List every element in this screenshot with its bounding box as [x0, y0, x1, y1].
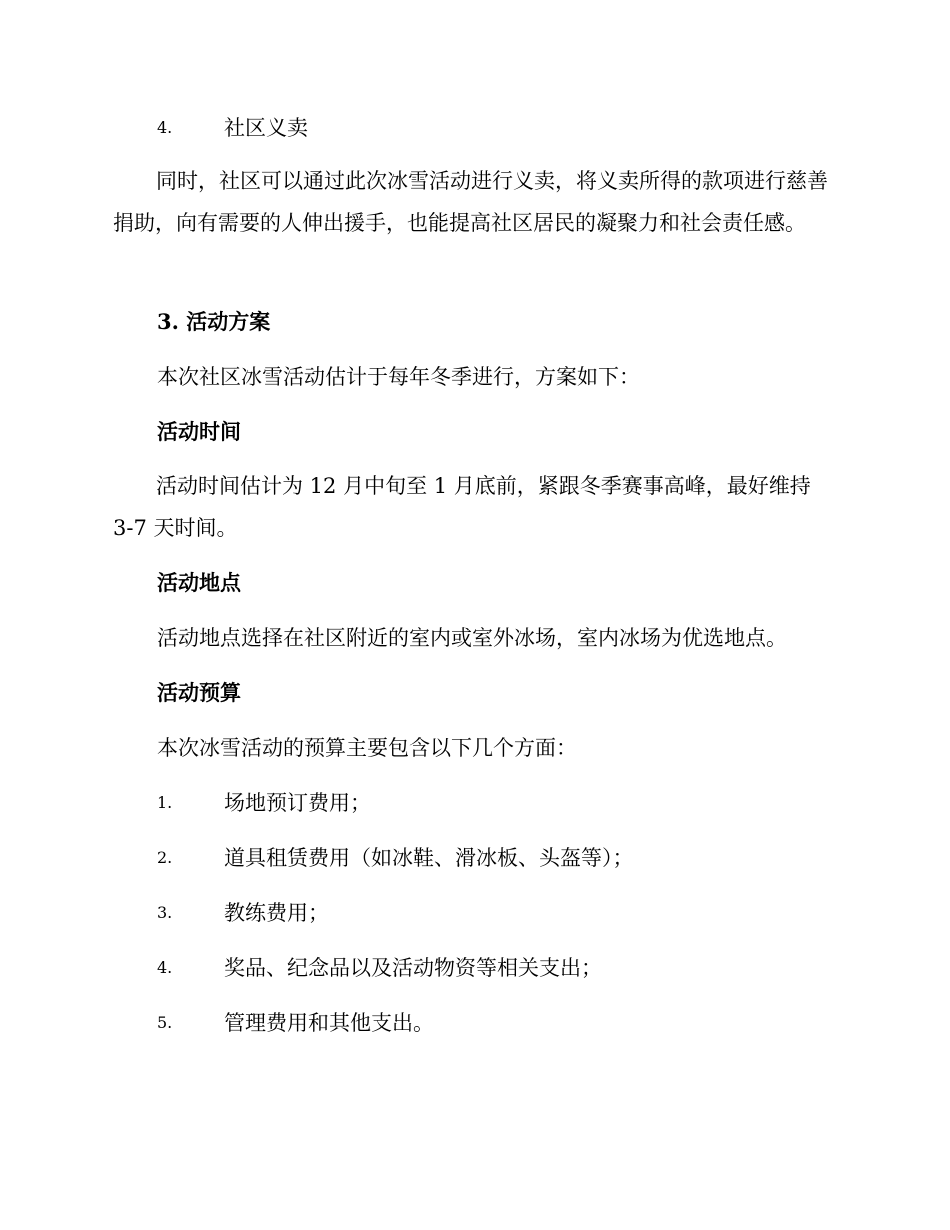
time-heading: 活动时间	[157, 419, 241, 444]
charity-paragraph: 同时，社区可以通过此次冰雪活动进行义卖，将义卖所得的款项进行慈善捐助，向有需要的人伸出援手，也能提高社区居民的凝聚力和社会责任感。	[113, 169, 828, 235]
list-item-text: 道具租赁费用（如冰鞋、滑冰板、头盔等）；	[224, 846, 634, 870]
budget-heading: 活动预算	[157, 680, 241, 705]
list-item-text: 教练费用；	[224, 901, 329, 925]
list-item-number: 2.	[157, 848, 173, 867]
location-paragraph: 活动地点选择在社区附近的室内或室外冰场，室内冰场为优选地点。	[157, 626, 787, 650]
time-paragraph: 活动时间估计为 12 月中旬至 1 月底前，紧跟冬季赛事高峰，最好维持 3-7 天时间。	[113, 474, 811, 540]
list-item-number: 1.	[157, 793, 173, 812]
list-item-text: 社区义卖	[224, 116, 308, 140]
location-heading: 活动地点	[157, 570, 241, 595]
list-item-number: 4.	[157, 118, 173, 137]
list-item-text: 场地预订费用；	[224, 791, 371, 815]
plan-intro: 本次社区冰雪活动估计于每年冬季进行，方案如下：	[157, 365, 640, 389]
section-heading: 3. 活动方案	[157, 309, 271, 334]
budget-intro: 本次冰雪活动的预算主要包含以下几个方面：	[157, 736, 577, 760]
list-item-number: 4.	[157, 958, 173, 977]
list-item-number: 3.	[157, 903, 173, 922]
list-item-number: 5.	[157, 1013, 173, 1032]
list-item-text: 奖品、纪念品以及活动物资等相关支出；	[224, 956, 602, 980]
list-item-text: 管理费用和其他支出。	[224, 1011, 434, 1035]
